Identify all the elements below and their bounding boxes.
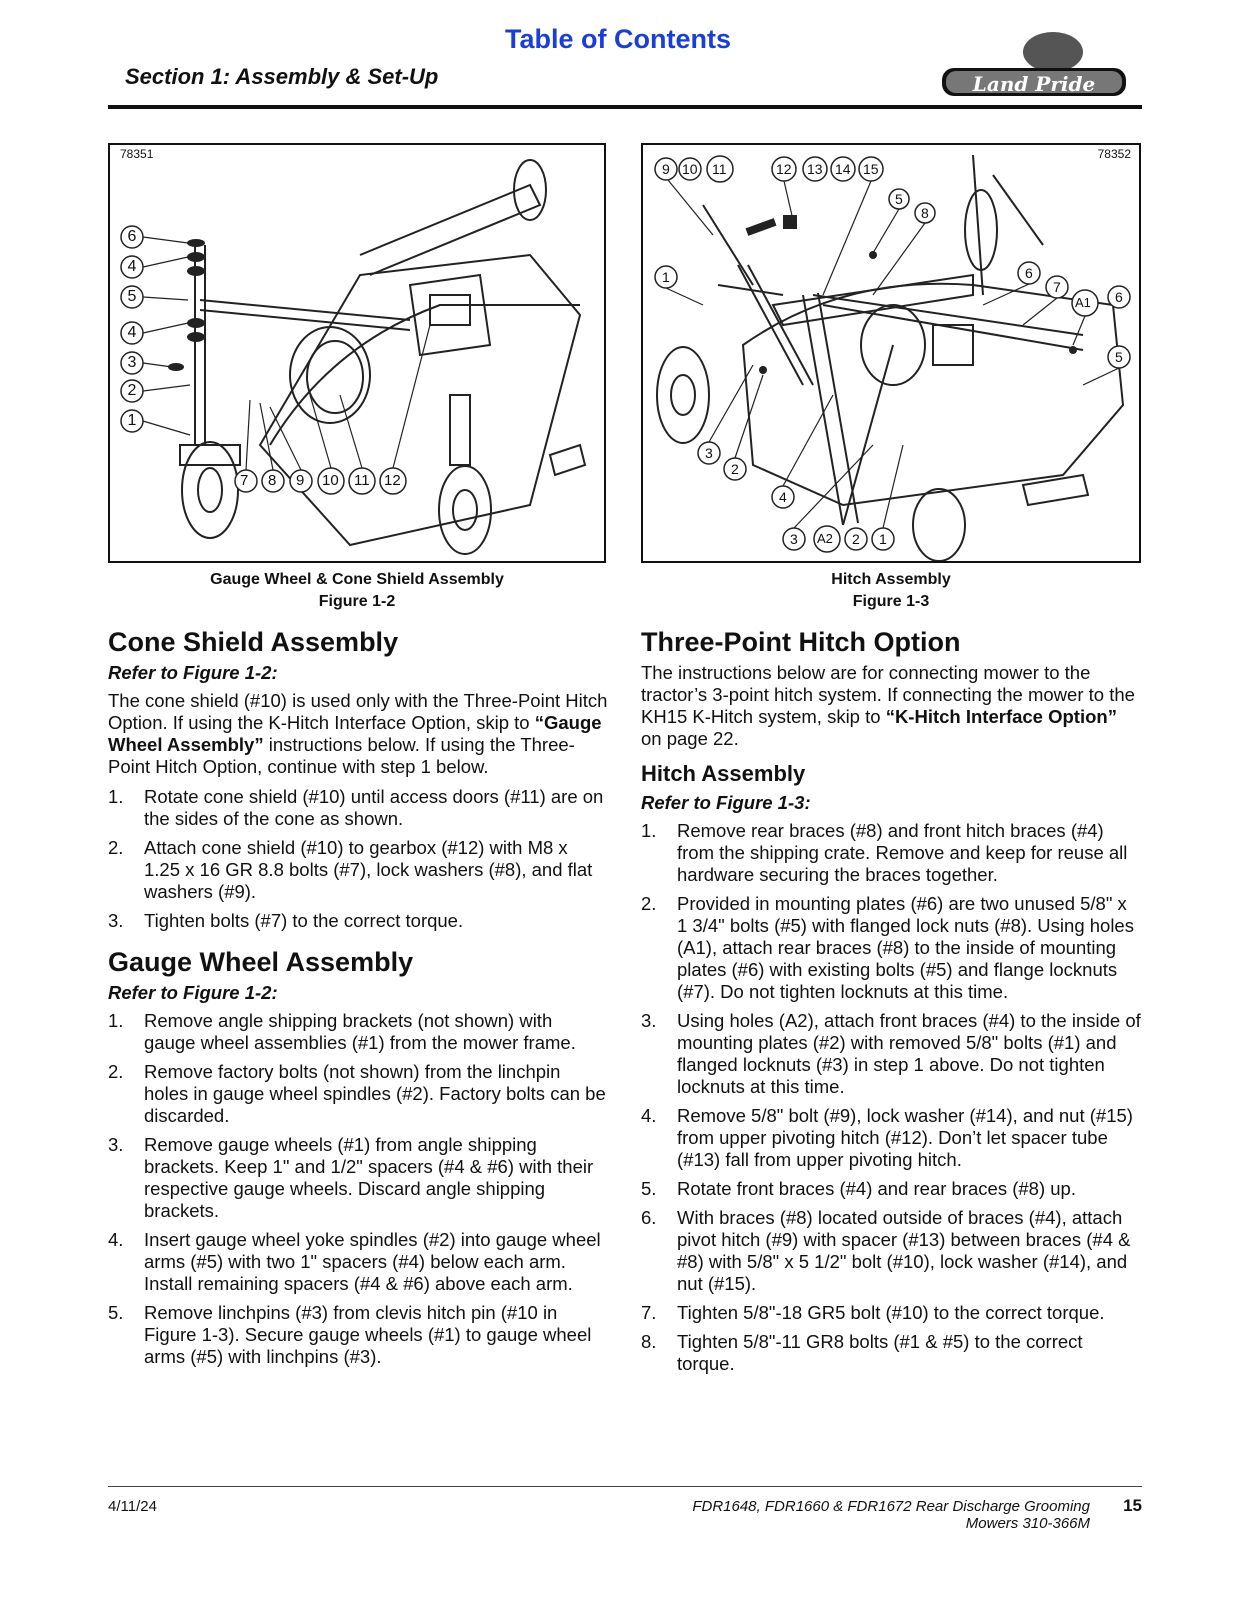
section-title: Section 1: Assembly & Set-Up [125, 64, 439, 89]
callout: 10 [682, 161, 698, 177]
cone-shield-intro: The cone shield (#10) is used only with the Three-Point Hitch Option. If using the K-Hitch Interface Option, skip to “Gauge Wheel Assembly” instructions below. If using the Three-Point Hitch Option, continue with step 1 below. [108, 690, 608, 777]
gauge-wheel-diagram [110, 145, 604, 561]
callout: 9 [296, 472, 305, 489]
list-item: 5. Rotate front braces (#4) and rear braces (#8) up. [641, 1178, 1076, 1199]
figure-reference: Refer to Figure 1-2: [108, 982, 278, 1003]
list-item: 3. Remove gauge wheels (#1) from angle shipping brackets. Keep 1" and 1/2" spacers (#4 & #6) with their respective gauge wheels. Discard angle shipping brackets. [108, 1134, 594, 1221]
callout: 7 [240, 472, 249, 489]
callout: 13 [807, 161, 823, 177]
callout: 15 [863, 161, 879, 177]
caption-figure: Figure 1-2 [318, 593, 396, 610]
left-column [108, 626, 608, 1378]
k-hitch-link[interactable]: “K-Hitch Interface Option” [885, 706, 1117, 727]
callout: 4 [127, 324, 137, 341]
list-item: 7. Tighten 5/8"-18 GR5 bolt (#10) to the correct torque. [641, 1302, 1105, 1323]
section-heading-three-point-hitch: Three-Point Hitch Option [641, 627, 961, 657]
figure-reference: Refer to Figure 1-3: [641, 792, 811, 813]
callout: 5 [895, 191, 903, 207]
cone-shield-steps [108, 786, 608, 932]
logo-text: Land Pride [972, 72, 1096, 96]
callout: 5 [127, 288, 137, 305]
callout: 3 [127, 354, 137, 371]
page-number: 15 [1123, 1496, 1142, 1515]
list-item: 6. With braces (#8) located outside of braces (#4), attach pivot hitch (#9) with spacer (#13) between braces (#4 & #8) with 5/8" x 5 1/2" bolt (#10), lock washer (#14), and nut (#15). [641, 1207, 1131, 1294]
list-item: 2. Attach cone shield (#10) to gearbox (#12) with M8 x 1.25 x 16 GR 8.8 bolts (#7), lock washers (#8), and flat washers (#9). [108, 837, 593, 902]
list-item: 5. Remove linchpins (#3) from clevis hitch pin (#10 in Figure 1-3). Secure gauge wheels (#1) to gauge wheel arms (#5) with linchpins (#3). [108, 1302, 592, 1367]
header-rule [108, 105, 1142, 109]
callout: 2 [852, 531, 860, 547]
callout: 1 [662, 269, 670, 285]
callout: 4 [127, 258, 137, 275]
table-of-contents-link[interactable]: Table of Contents [505, 24, 731, 54]
land-pride-logo [938, 28, 1130, 110]
callout: 6 [1025, 265, 1033, 281]
callout: 10 [322, 472, 339, 489]
list-item: 2. Provided in mounting plates (#6) are two unused 5/8" x 1 3/4" bolts (#5) with flanged lock nuts (#8). Using holes (A1), attach rear braces (#8) to the inside of mounting plates (#6) with existing bolts (#5) and flange locknuts (#7). Do not tighten locknuts at this time. [641, 893, 1134, 1002]
subheading-hitch-assembly: Hitch Assembly [641, 761, 806, 786]
list-item: 4. Insert gauge wheel yoke spindles (#2) into gauge wheel arms (#5) with two 1" spacers (#4) below each arm. Install remaining spacers (#4 & #6) above each arm. [108, 1229, 601, 1294]
footer-date: 4/11/24 [108, 1498, 157, 1515]
figure-caption [641, 569, 1141, 613]
hitch-assembly-steps [641, 820, 1141, 1375]
footer-document-title: FDR1648, FDR1660 & FDR1672 Rear Discharge Grooming Mowers 310-366M [692, 1498, 1090, 1532]
callout: 2 [731, 461, 739, 477]
gauge-wheel-steps [108, 1010, 608, 1368]
right-column [641, 626, 1141, 1385]
callout: 7 [1053, 279, 1061, 295]
callout: A1 [1075, 295, 1091, 310]
footer-rule [108, 1486, 1142, 1487]
hitch-assembly-diagram [643, 145, 1139, 561]
callout: 1 [127, 412, 137, 429]
list-item: 8. Tighten 5/8"-11 GR8 bolts (#1 & #5) to the correct torque. [641, 1331, 1083, 1374]
gauge-wheel-link[interactable]: “Gauge Wheel Assembly” [108, 712, 602, 755]
callout: 12 [776, 161, 792, 177]
list-item: 2. Remove factory bolts (not shown) from the linchpin holes in gauge wheel spindles (#2). Factory bolts can be discarded. [108, 1061, 606, 1126]
list-item: 1. Rotate cone shield (#10) until access doors (#11) are on the sides of the cone as shown. [108, 786, 604, 829]
list-item: 1. Remove angle shipping brackets (not shown) with gauge wheel assemblies (#1) from the mower frame. [108, 1010, 576, 1053]
list-item: 3. Tighten bolts (#7) to the correct torque. [108, 910, 464, 931]
callout: 8 [268, 472, 277, 489]
callout: 4 [779, 489, 787, 505]
callout: 5 [1115, 349, 1123, 365]
callout: 2 [127, 382, 137, 399]
figure-gauge-wheel [108, 143, 606, 563]
callout: 8 [921, 205, 929, 221]
section-heading-cone-shield: Cone Shield Assembly [108, 627, 399, 657]
callout: 3 [705, 445, 713, 461]
callout: 3 [790, 531, 798, 547]
callout: 12 [384, 472, 401, 489]
list-item: 1. Remove rear braces (#8) and front hitch braces (#4) from the shipping crate. Remove and keep for reuse all hardware securing the braces together. [641, 820, 1128, 885]
figure-hitch-assembly [641, 143, 1141, 563]
callout: 11 [354, 472, 370, 489]
callouts-left [121, 226, 143, 432]
section-heading-gauge-wheel: Gauge Wheel Assembly [108, 947, 414, 977]
callout: 11 [712, 161, 727, 177]
figure-number: 78351 [120, 147, 154, 161]
figure-number: 78352 [1097, 147, 1131, 161]
list-item: 3. Using holes (A2), attach front braces (#4) to the inside of mounting plates (#2) with removed 5/8" bolts (#1) and flanged locknuts (#3) in step 1 above. Do not tighten locknuts at this time. [641, 1010, 1141, 1097]
callout: 6 [1115, 289, 1123, 305]
caption-title: Gauge Wheel & Cone Shield Assembly [210, 571, 504, 588]
figure-reference: Refer to Figure 1-2: [108, 662, 278, 683]
callout: 14 [835, 161, 851, 177]
callout: 9 [662, 161, 670, 177]
caption-figure: Figure 1-3 [852, 593, 930, 610]
hitch-intro: The instructions below are for connecting mower to the tractor’s 3-point hitch system. If connecting the mower to the KH15 K-Hitch system, skip to “K-Hitch Interface Option” on page 22. [641, 662, 1135, 749]
callout: 1 [879, 531, 887, 547]
figure-caption [108, 569, 606, 613]
caption-title: Hitch Assembly [831, 571, 951, 588]
callout: 6 [127, 228, 137, 245]
callout: A2 [817, 531, 833, 546]
list-item: 4. Remove 5/8" bolt (#9), lock washer (#14), and nut (#15) from upper pivoting hitch (#12). Don’t let spacer tube (#13) fall from upper pivoting hitch. [641, 1105, 1133, 1170]
